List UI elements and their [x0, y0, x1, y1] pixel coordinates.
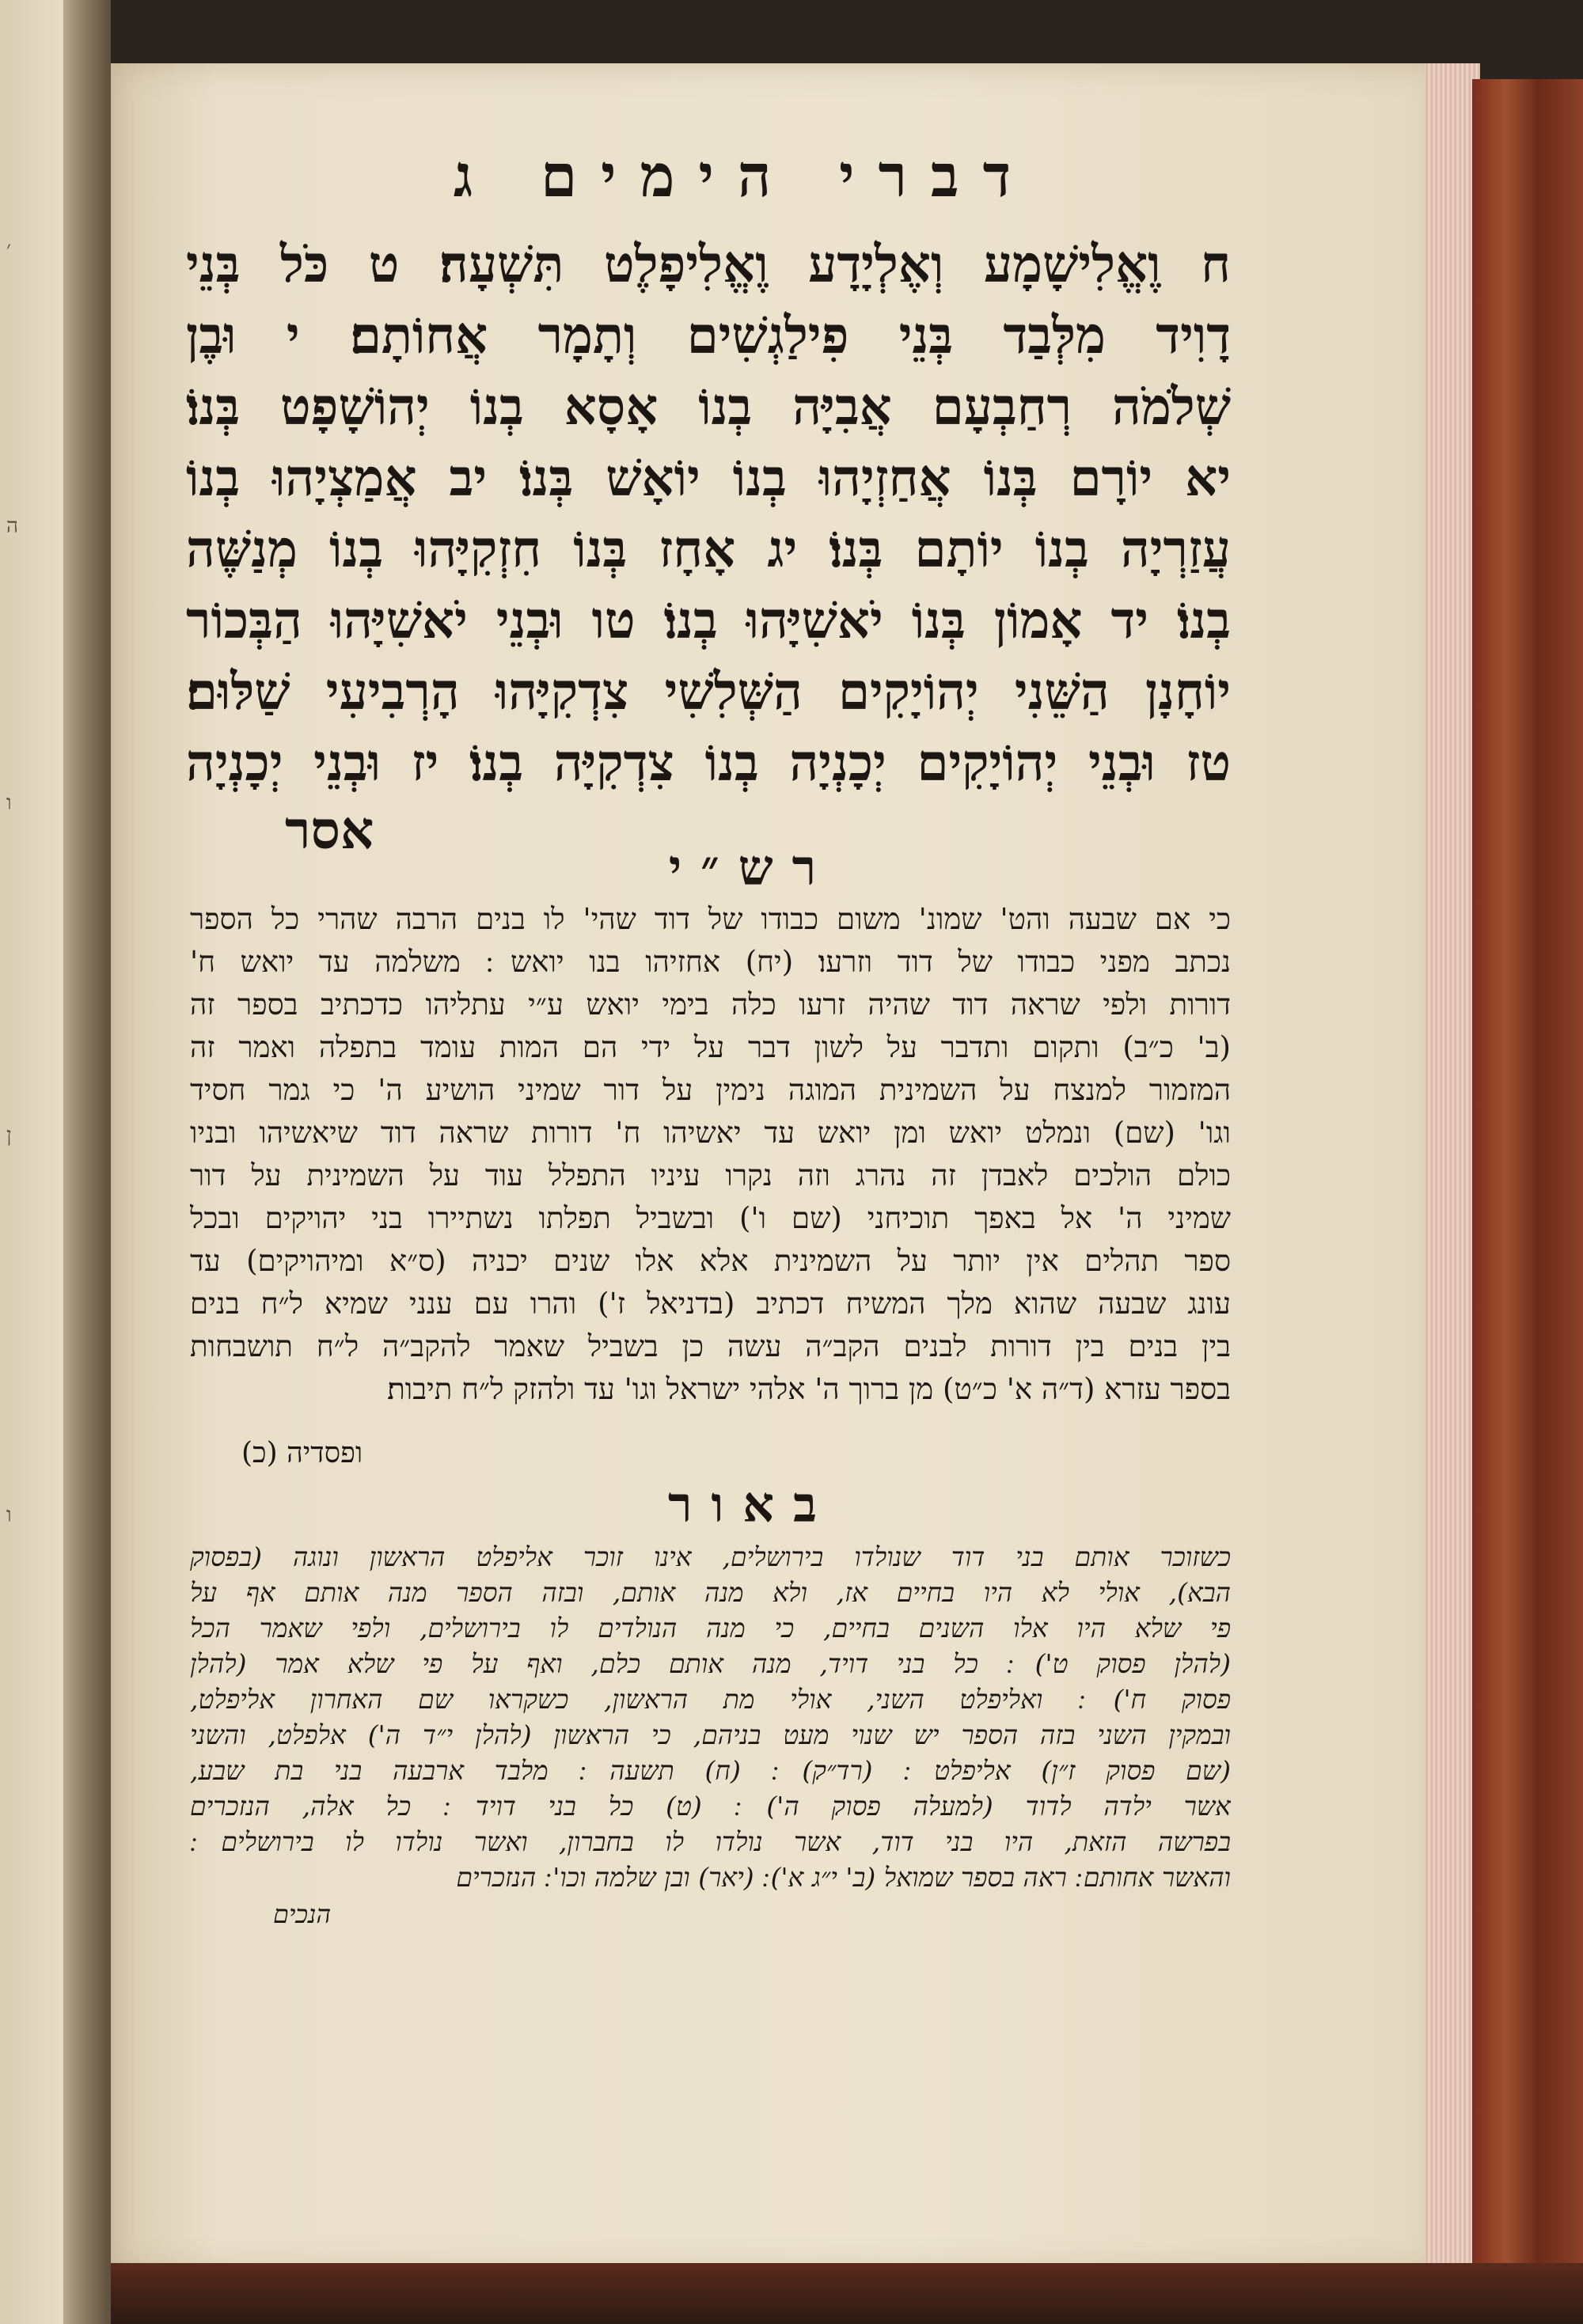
rashi-line: דורות ולפי שראה דוד שהיה זרעו כלה בימי יואש ע״י עתליהו כדכתיב בספר זה: [190, 988, 1231, 1022]
rashi-line: עונג שבעה שהוא מלך המשיח דכתיב (בדניאל ז') והרו עם ענני שמיא ל״ח בנים: [190, 1287, 1231, 1321]
facing-page-glyph: ׳: [6, 237, 12, 261]
running-head: דברי הימים ג: [453, 142, 1035, 210]
rashi-commentary: [190, 898, 1231, 1411]
biur-line: (שם פסוק ז״ן) אליפלט ׃ (רד״ק) ׃ (ח) תשעה ׃ מלבד ארבעה בני בת שבע,: [190, 1755, 1231, 1786]
verse-line: דָוִיד מִלְּבַד בְּנֵי פִילַגְשִׁים וְתָמָר אֲחוֹתָם׃ י וּבֶן: [186, 306, 1231, 366]
verse-line: יא יוֹרָם בְּנוֹ אֲחַזְיָהוּ בְנוֹ יוֹאָשׁ בְּנוֹ׃ יב אֲמַצְיָהוּ בְנוֹ: [186, 449, 1231, 508]
verse-line: שְׁלֹמֹה רְחַבְעָם אֲבִיָּה בְנוֹ אָסָא בְנוֹ יְהוֹשָׁפָט בְּנוֹ׃: [186, 377, 1231, 437]
biur-heading: באור: [667, 1476, 836, 1534]
biur-line: (להלן פסוק ט') ׃ כל בני דויד, מנה אותם כלם, ואף על פי שלא אמר (להלן: [190, 1648, 1231, 1679]
rashi-heading: רש״י: [668, 839, 836, 897]
catchword: אסר: [285, 799, 374, 861]
rashi-line: נכתב מפני כבודו של דוד וזרעו׃ (יח) אחזיהו בנו יואש ׃ משלמה עד יואש ח': [190, 945, 1231, 979]
book-gutter: [63, 0, 111, 2324]
verse-line: יוֹחָנָן הַשֵּׁנִי יְהוֹיָקִים הַשְּׁלִשִׁי צִדְקִיָּהוּ הָרְבִיעִי שַׁלּוּם׃: [186, 662, 1231, 722]
verse-line: בְנוֹ׃ יד אָמוֹן בְּנוֹ יֹאשִׁיָּהוּ בְנוֹ׃ טו וּבְנֵי יֹאשִׁיָּהוּ הַבְּכוֹר: [186, 591, 1231, 650]
biur-line: אשר ילדה לדוד (למעלה פסוק ה') ׃ (ט) כל בני דויד ׃ כל אלה, הנזכרים: [190, 1791, 1231, 1822]
rashi-line: (ב' כ״ב) ותקום ותדבר על לשון דבר על ידי הם המות עומד בתפלה ואמר זה: [190, 1030, 1231, 1064]
rashi-line: בספר עזרא (ד״ה א' כ״ט) מן ברוך ה' אלהי ישראל וגו' עד ולהזק ל״ח תיבות׃: [387, 1372, 1231, 1406]
facing-page-glyph: ן: [6, 1124, 12, 1147]
rashi-line: כי אם שבעה והט' שמונ' משום כבודו של דוד שהי' לו בנים הרבה שהרי כל הספר: [190, 902, 1231, 936]
verse-line: טז וּבְנֵי יְהוֹיָקִים יְכָנְיָה בְנוֹ צִדְקִיָּה בְנוֹ׃ יז וּבְנֵי יְכָנְיָה: [186, 734, 1231, 793]
facing-page-glyph: ה: [6, 514, 18, 538]
biur-line: והאשר אחותם ׃ ראה בספר שמואל (ב' י״ג א') ׃ (יאר) ובן שלמה וכו' ׃ הנזכרים: [456, 1862, 1231, 1893]
rashi-catchword: (כ) ופסדיה: [241, 1437, 363, 1469]
rashi-line: בין בנים בין דורות לבנים הקב״ה עשה כן בשביל שאמר להקב״ה ל״ח תושבחות: [190, 1329, 1231, 1363]
facing-page-glyph: ו: [6, 1503, 12, 1527]
biur-line: פסוק ח') ׃ ואליפלט השני, אולי מת הראשון, כשקראו שם האחרון אליפלט,: [190, 1684, 1231, 1715]
verse-line: ח וֶאֱלִישָׁמָע וְאֶלְיָדָע וֶאֱלִיפָלֶט תִּשְׁעָה׃ ט כֹּל בְּנֵי: [186, 235, 1231, 294]
biur-line: בפרשה הזאת, היו בני דוד, אשר נולדו לו בחברון, ואשר נולדו לו בירושלים ׃: [190, 1826, 1231, 1857]
rashi-line: שמיני ה' אל באפך תוכיחני (שם ו') ובשביל תפלתו נשתיירו בני יהויקים ובכל: [190, 1201, 1231, 1235]
biur-catchword: הנכים: [273, 1899, 332, 1929]
biur-commentary: [190, 1539, 1231, 1895]
biur-line: ובמקין השני בזה הספר יש שנוי מעט בניהם, כי הראשון (להלן י״ד ה') אלפלט, והשני: [190, 1719, 1231, 1750]
book-cover-marbled: [1472, 79, 1583, 2324]
rashi-line: כולם הולכים לאבדן זה נהרג וזה נקרו עיניו התפלל עוד על השמינית על דור: [190, 1158, 1231, 1192]
biur-line: הבא), אולי לא היו בחיים אז, ולא מנה אותם, ובזה הספר מנה אותם אף על: [190, 1577, 1231, 1608]
book-bottom-edge: [111, 2263, 1583, 2324]
verse-line: עֲזַרְיָה בְנוֹ יוֹתָם בְּנוֹ׃ יג אָחָז בְּנוֹ חִזְקִיָּהוּ בְנוֹ מְנַשֶּׁה: [186, 520, 1231, 579]
rashi-line: ספר תהלים אין יותר על השמינית אלא אלו שנים יכניה (ס״א ומיהויקים) עד: [190, 1244, 1231, 1278]
biur-line: פי שלא היו אלו השנים בחיים, כי מנה הנולדים לו בירושלים, ולפי שאמר הכל: [190, 1613, 1231, 1643]
rashi-line: המזמור למנצח על השמינית המוגה נימין על דור שמיני הושיע ה' כי גמר חסיד: [190, 1073, 1231, 1107]
rashi-line: וגו' (שם) ונמלט יואש ומן יואש עד יאשיהו ח' דורות שראה דוד שיאשיהו ובניו: [190, 1116, 1231, 1150]
biur-line: כשזוכר אותם בני דוד שנולדו בירושלים, אינו זוכר אליפלט הראשון ונוגה (בפסוק: [190, 1541, 1231, 1572]
verse-text-block: [186, 229, 1231, 799]
facing-page-glyph: ו: [6, 791, 12, 815]
